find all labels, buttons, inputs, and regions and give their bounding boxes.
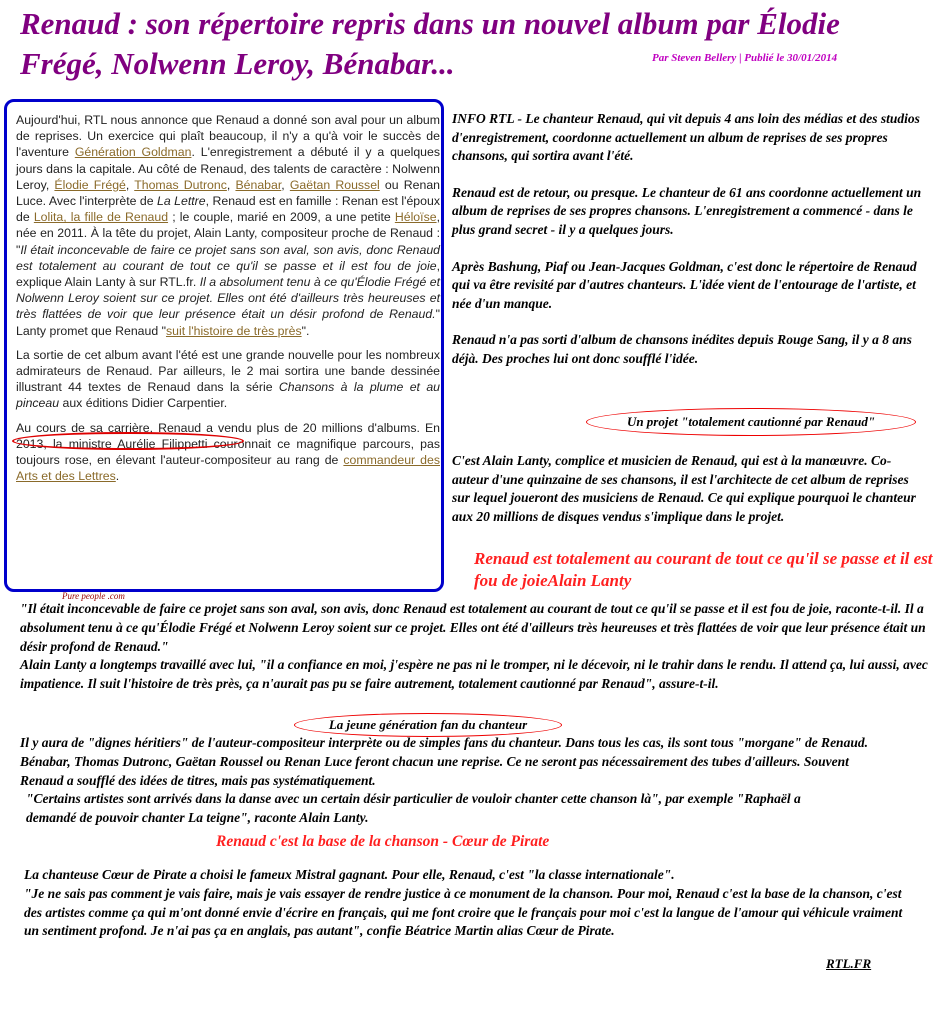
link-lolita[interactable]: Lolita, la fille de Renaud — [33, 210, 169, 225]
text: aux éditions Didier Carpentier. — [59, 396, 228, 411]
paragraph: Alain Lanty a longtemps travaillé avec lui, "il a confiance en moi, j'espère ne pas ni le tromper, ni le décevoir, ni le trahir dans le rendu. Il attend ça, lui aussi, avec impatience. Il suit l'histoire de très près, ça n'aurait pas pu se faire autrement, totalement cautionné par Renaud", assure-t-il. — [20, 657, 928, 692]
link-heloise[interactable]: Héloïse — [394, 210, 437, 225]
bottom-section-2 — [20, 734, 880, 828]
link-gaetan-roussel[interactable]: Gaëtan Roussel — [289, 177, 380, 192]
bottom-section-3 — [24, 866, 914, 941]
section-heading-coeur-de-pirate: Renaud c'est la base de la chanson - Cœur de Pirate — [216, 833, 550, 850]
excerpt-paragraph — [16, 347, 440, 412]
text: La sortie de cet album avant l'été est une grande nouvelle pour les nombreux admirateurs de Renaud. Par ailleurs, le 2 mai sortira une bande dessinée illustrant 44 textes de Renaud dans la série — [16, 347, 440, 395]
text: , — [226, 177, 236, 192]
text: , Renaud est en famille : Renan est l'époux de — [16, 194, 440, 225]
excerpt-paragraph — [16, 420, 440, 485]
paragraph: "Certains artistes sont arrivés dans la danse avec un certain désir particulier de vouloir chanter cette chanson là", par exemple "Raphaël a demandé de pouvoir chanter La teigne", raconte Alain Lanty. — [26, 791, 801, 826]
link-commandeur[interactable]: commandeur des Arts et des Lettres — [16, 453, 440, 484]
source-rtl-link[interactable]: RTL.FR — [826, 956, 872, 971]
text: , née en 2011. À la tête du projet, Alain Lanty, compositeur proche de Renaud : " — [16, 210, 440, 257]
paragraph — [452, 110, 922, 166]
italic-text: La Lettre — [157, 194, 206, 209]
link-elodie-frege[interactable]: Élodie Frégé — [54, 177, 126, 192]
link-suit-histoire[interactable]: suit l'histoire de très près — [165, 323, 302, 338]
text: Aujourd'hui, RTL nous annonce que Renaud a donné son aval pour un album de reprises. Un exercice qui plaît beaucoup, il n'y a qu'à voir le succès de l'aventure — [16, 113, 440, 160]
text: , explique Alain Lanty à sur RTL.fr. — [16, 258, 440, 290]
text: ". — [301, 323, 310, 338]
paragraph: C'est Alain Lanty, complice et musicien de Renaud, qui est à la manœuvre. Co-auteur d'une quinzaine de ses chansons, il est l'architecte de cet album de reprises sur lequel joueront des musiciens de Renaud. Ce qui explique pourquoi le chanteur aux 20 millions de disques vendus s'implique dans le projet. — [452, 453, 916, 524]
section-heading-jeune-generation: La jeune génération fan du chanteur — [294, 713, 562, 737]
excerpt-paragraph — [16, 112, 440, 339]
quote-heading: Renaud est totalement au courant de tout ce qu'il se passe et il est fou de joieAlain Lanty — [474, 549, 933, 590]
rtl-article-column — [452, 110, 922, 387]
bottom-quotes — [20, 600, 938, 694]
source-credit: Pure people .com — [62, 591, 125, 601]
text: , — [125, 177, 135, 192]
article-title: Renaud : son répertoire repris dans un nouvel album par Élodie Frégé, Nolwenn Leroy, Bénabar... — [20, 6, 840, 81]
paragraph: La chanteuse Cœur de Pirate a choisi le fameux Mistral gagnant. Pour elle, Renaud, c'est "la classe internationale". — [24, 867, 675, 882]
highlight-oval — [12, 432, 244, 450]
text: Au cours de sa carrière, Renaud a vendu plus de 20 millions d'albums. En 2013, la ministre Aurélie Filippetti couronnait ce magnifique parcours, pas toujours rose, en élevant l'auteur-compositeur au rang de — [16, 420, 440, 468]
rtl-article-column-2 — [452, 452, 922, 544]
lead: INFO RTL - — [452, 111, 526, 126]
paragraph: "Je ne sais pas comment je vais faire, mais je vais essayer de rendre justice à ce monument de la chanson. Pour moi, Renaud c'est la base de la chanson, c'est des artistes comme ça qui m'ont donné envie d'écrire en français, qui me font croire que le français pour moi c'est la langue de l'amour qui véhicule vraiment un sentiment profond. Je n'ai pas ça en anglais, pas autant", confie Béatrice Martin alias Cœur de Pirate. — [24, 885, 903, 939]
paragraph: Il y aura de "dignes héritiers" de l'auteur-compositeur interprète ou de simples fans du chanteur. Dans tous les cas, ils sont tous "morgane" de Renaud. Bénabar, Thomas Dutronc, Gaëtan Roussel ou Renan Luce feront chacun une reprise. Ce ne seront pas nécessairement des tubes d'ailleurs. Souvent Renaud a soufflé des idées de titres, mais pas systématiquement. — [20, 735, 868, 788]
italic-text: Il était inconcevable de faire ce projet sans son aval, son avis, donc Renaud est totalement au courant de tout ce qu'il se passe et il est fou de joie — [16, 242, 440, 273]
text: " Lanty promet que Renaud " — [16, 307, 440, 338]
link-generation-goldman[interactable]: Génération Goldman — [74, 145, 192, 160]
paragraph: Renaud est de retour, ou presque. Le chanteur de 61 ans coordonne actuellement un album de reprises de ses propres chansons. L'enregistrement a commencé - dans le plus grand secret - il y a quelques jours. — [452, 184, 922, 237]
italic-text: Chansons à la plume et au pinceau — [16, 380, 441, 411]
text: ou Renan Luce. Avec l'interprète de — [16, 177, 440, 209]
link-benabar[interactable]: Bénabar — [235, 177, 282, 192]
paragraph: Après Bashung, Piaf ou Jean-Jacques Goldman, c'est donc le répertoire de Renaud qui va être revisité par d'autres chanteurs. L'idée vient de l'entourage de l'artiste, et née d'un manque. — [452, 258, 917, 311]
italic-text: Il a absolument tenu à ce qu'Élodie Frégé et Nolwenn Leroy soient sur ce projet. Elles ont été d'ailleurs très heureuses et très flattées de voir que leur présence était un désir profond de Renaud. — [16, 275, 440, 322]
text: Le chanteur Renaud, qui vit depuis 4 ans loin des médias et des studios d'enregistrement, coordonne actuellement un album de reprises de ses propres chansons, qui sortira avant l'été. — [452, 111, 920, 164]
text: . — [115, 469, 120, 484]
text: ; le couple, marié en 2009, a une petite — [168, 210, 395, 225]
section-heading-projet: Un projet "totalement cautionné par Renaud" — [586, 408, 916, 436]
paragraph: "Il était inconcevable de faire ce projet sans son aval, son avis, donc Renaud est totalement au courant de tout ce qu'il se passe et il est fou de joie, raconte-t-il. Il a absolument tenu à ce qu'Élodie Frégé et Nolwenn Leroy soient sur ce projet. Elles ont été d'ailleurs très heureuses et très flattées de voir que leur présence était un désir profond de Renaud." — [20, 601, 926, 654]
text: , — [281, 177, 290, 192]
byline: Par Steven Bellery | Publié le 30/01/2014 — [652, 52, 838, 64]
link-thomas-dutronc[interactable]: Thomas Dutronc — [134, 177, 227, 192]
text: . L'enregistrement a débuté il y a quelques jours dans la capitale. Au côté de Renaud, des talents de caractère : Nolwenn Leroy, — [16, 145, 440, 192]
paragraph: Renaud n'a pas sorti d'album de chansons inédites depuis Rouge Sang, il y a 8 ans déjà. Des proches lui ont donc soufflé l'idée. — [452, 332, 912, 366]
